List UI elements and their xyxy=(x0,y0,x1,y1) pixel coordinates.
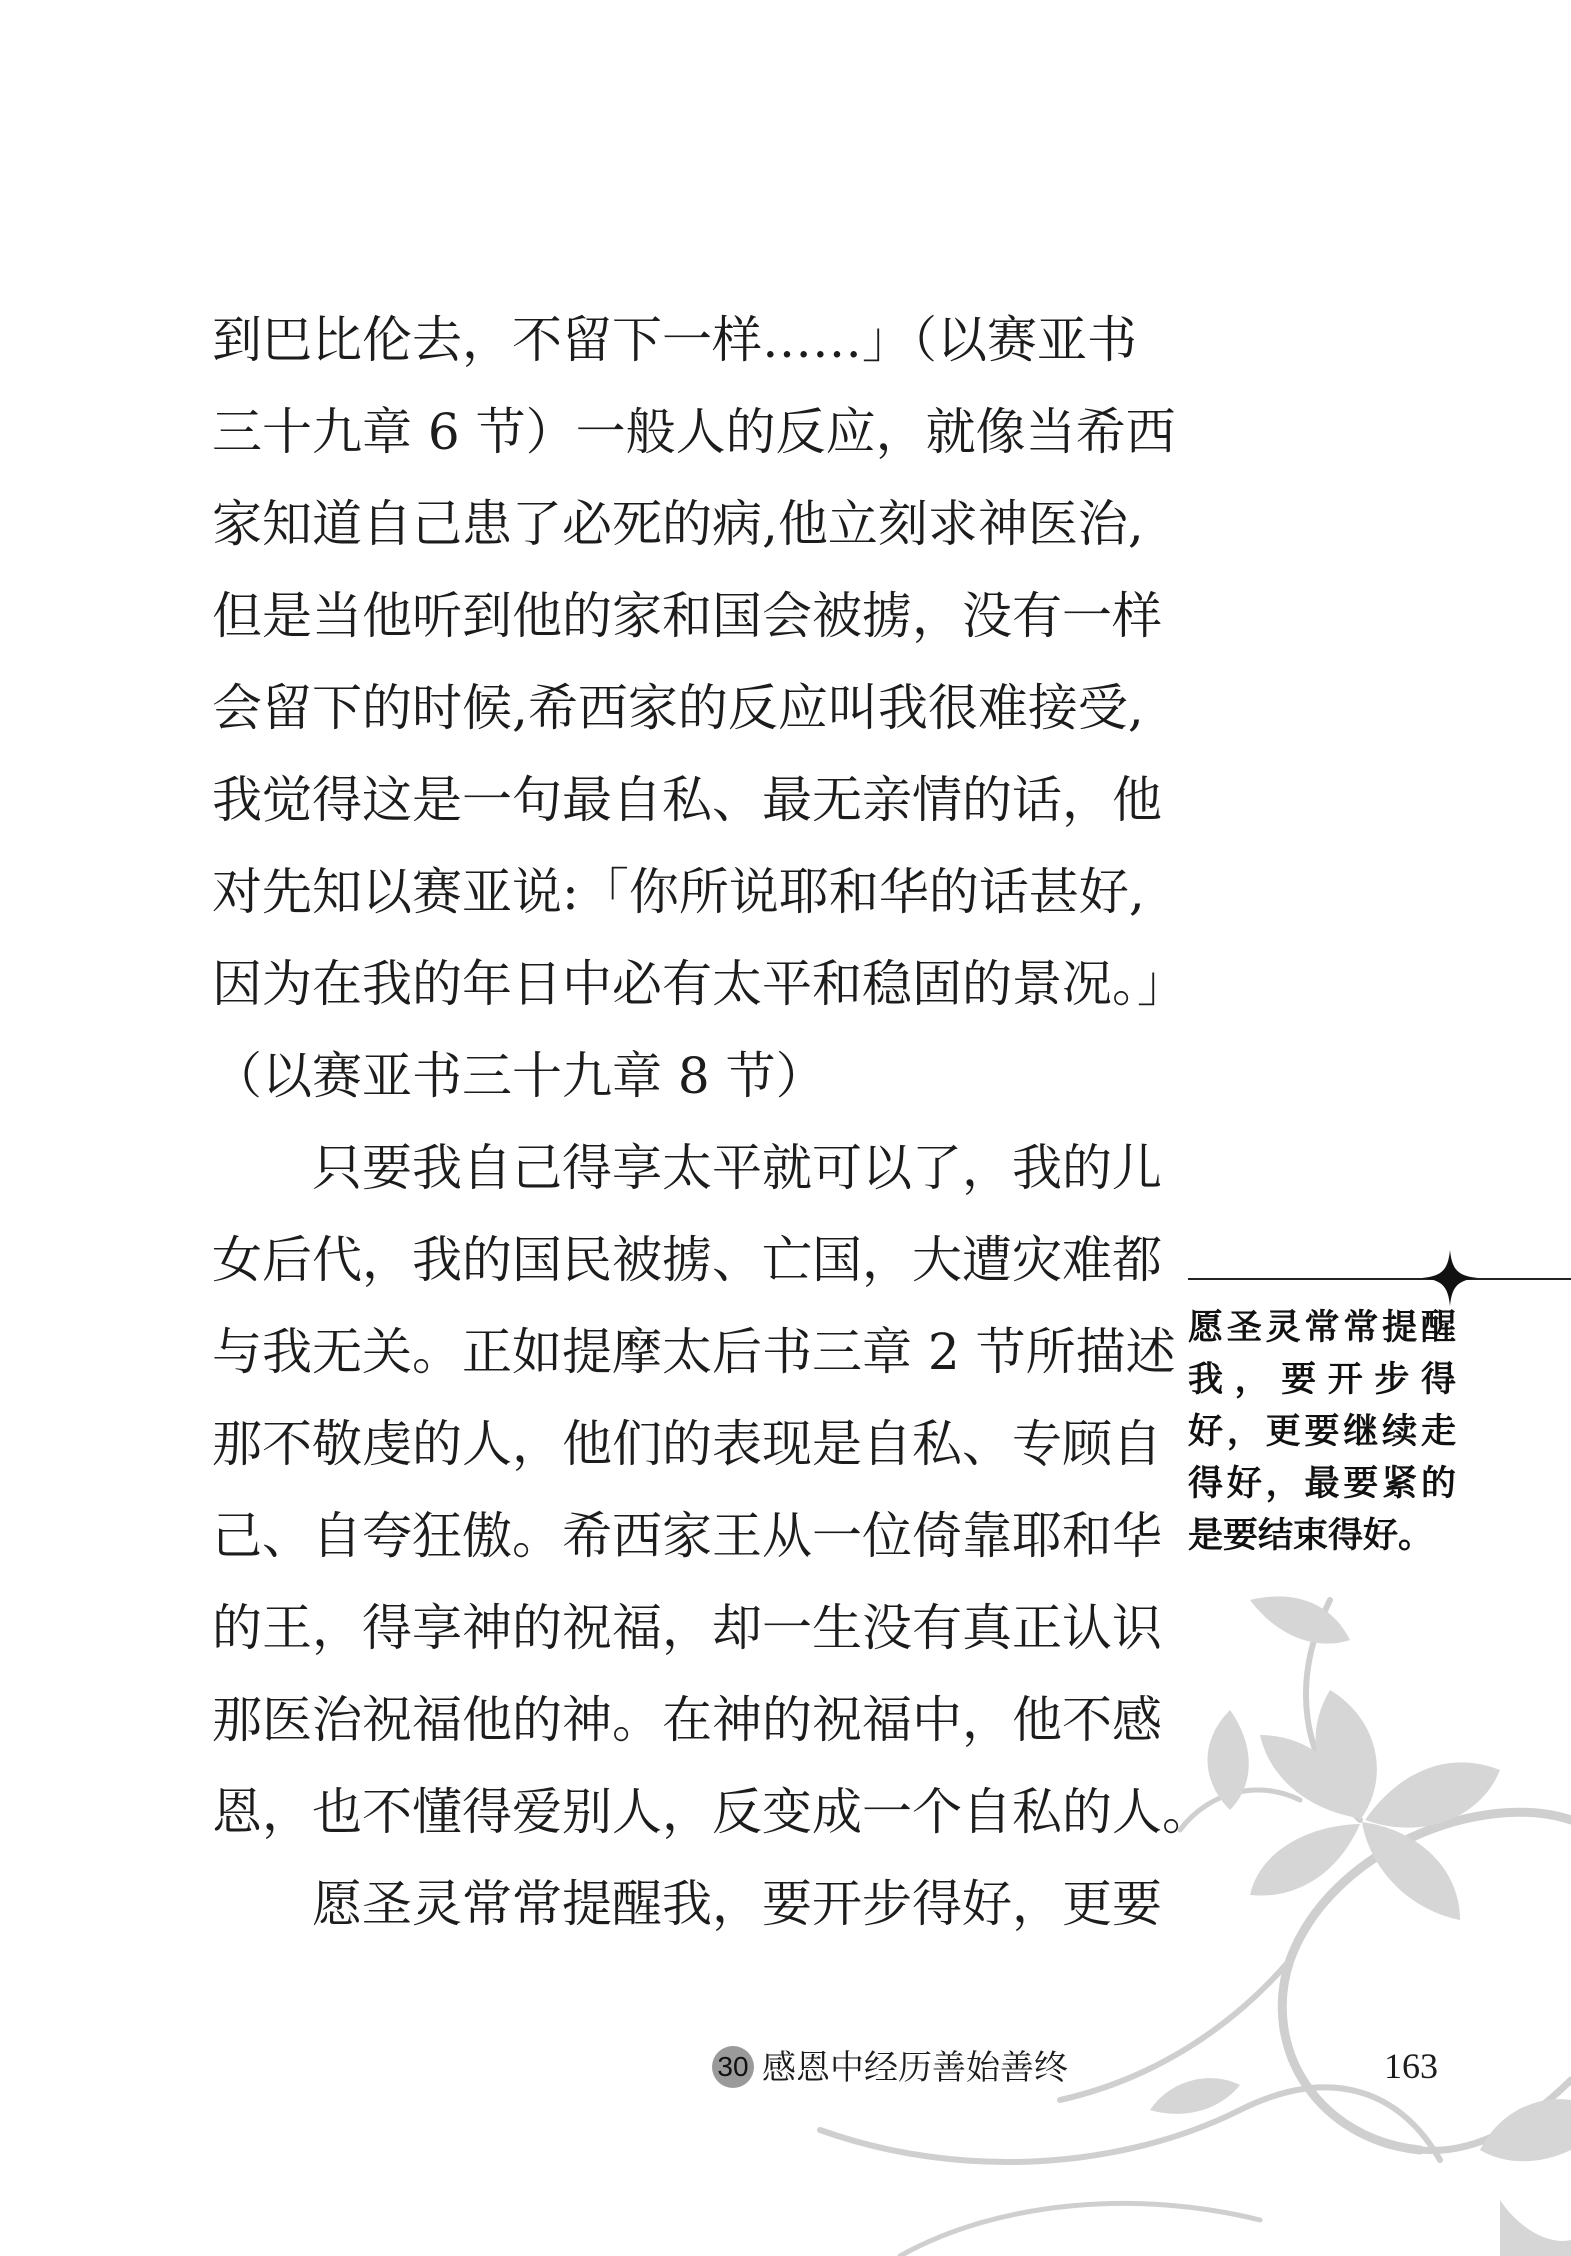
body-line: 到巴比伦去，不留下一样……」（以赛亚书 xyxy=(212,311,1137,369)
body-line: 会留下的时候,希西家的反应叫我很难接受, xyxy=(212,679,1144,737)
body-line: 恩，也不懂得爱别人，反变成一个自私的人。 xyxy=(212,1783,1212,1841)
margin-quote-line: 愿圣灵常常提醒 xyxy=(1188,1308,1456,1348)
body-line: 家知道自己患了必死的病,他立刻求神医治, xyxy=(212,495,1144,553)
body-line: 我觉得这是一句最自私、最无亲情的话，他 xyxy=(212,771,1162,829)
margin-quote-text xyxy=(1188,1302,1456,1562)
margin-quote-line: 得好，最要紧的 xyxy=(1188,1464,1456,1504)
body-line: 愿圣灵常常提醒我，要开步得好，更要 xyxy=(312,1875,1162,1933)
body-line: 与我无关。正如提摩太后书三章 2 节所描述 xyxy=(212,1323,1176,1381)
body-line: 那不敬虔的人，他们的表现是自私、专顾自 xyxy=(212,1415,1162,1473)
body-line: 女后代，我的国民被掳、亡国，大遭灾难都 xyxy=(212,1231,1162,1289)
body-line: （以赛亚书三十九章 8 节） xyxy=(212,1047,826,1105)
body-line: 己、自夸狂傲。希西家王从一位倚靠耶和华 xyxy=(212,1507,1162,1565)
chapter-title: 感恩中经历善始善终 xyxy=(762,2048,1068,2088)
margin-rule xyxy=(1188,1278,1571,1280)
body-line: 那医治祝福他的神。在神的祝福中，他不感 xyxy=(212,1691,1162,1749)
body-line: 只要我自己得享太平就可以了，我的儿 xyxy=(312,1139,1162,1197)
chapter-number-badge: 30 xyxy=(712,2046,754,2088)
body-line: 因为在我的年日中必有太平和稳固的景况。」 xyxy=(212,955,1187,1013)
body-line: 但是当他听到他的家和国会被掳，没有一样 xyxy=(212,587,1162,645)
body-line: 的王，得享神的祝福，却一生没有真正认识 xyxy=(212,1599,1162,1657)
page-number: 163 xyxy=(1384,2046,1438,2086)
margin-quote-line: 我，要开步得 xyxy=(1188,1360,1456,1400)
four-point-star-icon xyxy=(1420,1248,1480,1308)
body-line: 三十九章 6 节）一般人的反应，就像当希西 xyxy=(212,403,1176,461)
margin-quote-line: 是要结束得好。 xyxy=(1188,1516,1434,1556)
body-line: 对先知以赛亚说:「你所说耶和华的话甚好, xyxy=(212,863,1145,921)
margin-quote-line: 好，更要继续走 xyxy=(1188,1412,1456,1452)
